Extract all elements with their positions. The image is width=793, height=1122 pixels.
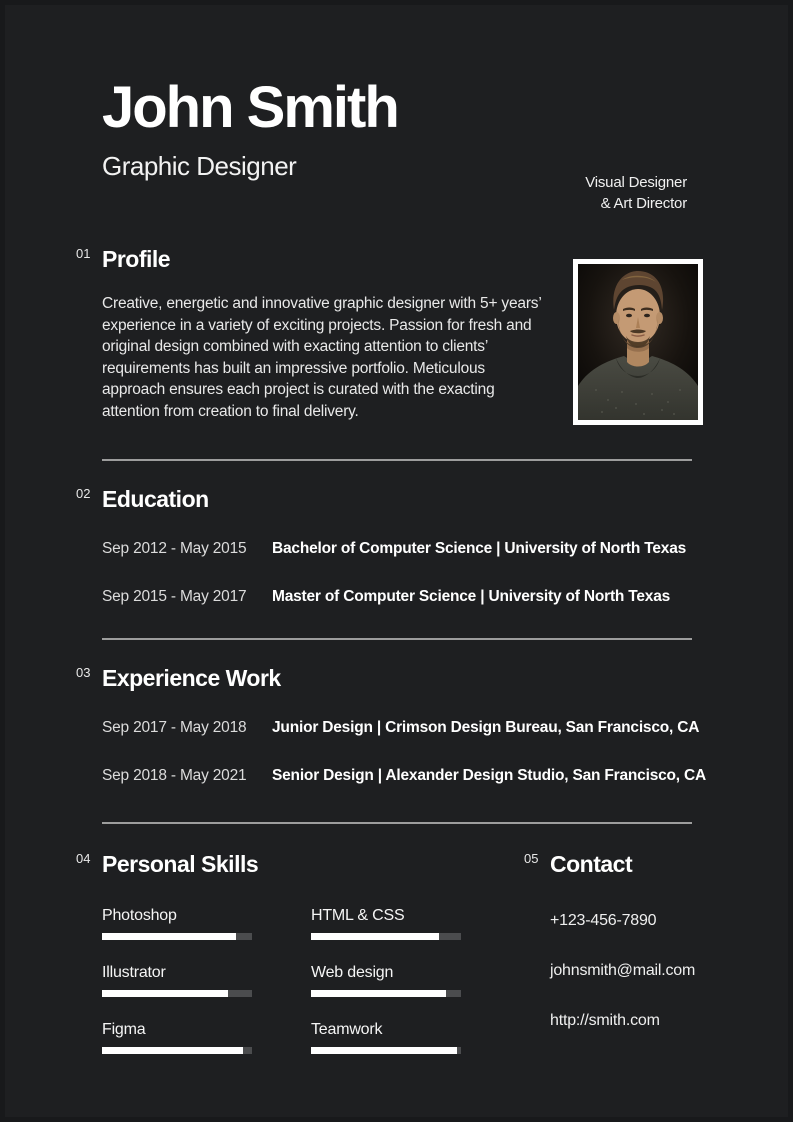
skill-item [311, 1020, 461, 1054]
contact-email: johnsmith@mail.com [550, 962, 696, 979]
skill-progress-track [102, 1047, 252, 1054]
skill-item [102, 906, 252, 940]
skills-grid [102, 906, 461, 1054]
section-number: 01 [76, 246, 91, 261]
role-note-line1: Visual Designer [585, 174, 687, 191]
divider [102, 459, 692, 461]
skill-label: HTML & CSS [311, 907, 405, 924]
section-number: 03 [76, 665, 91, 680]
experience-description: Senior Design | Alexander Design Studio, San Francisco, CA [272, 767, 707, 784]
skill-progress-track [102, 933, 252, 940]
skill-item [311, 906, 461, 940]
contact-heading [524, 850, 695, 878]
section-number: 04 [76, 851, 91, 866]
section-number: 02 [76, 486, 91, 501]
profile-text: Creative, energetic and innovative graphic designer with 5+ years’ experience in a variety of exciting projects. Passion for fresh and original design combined with exacting attention to clients’ requirements has built an impressive portfolio. Meticulous approach ensures each project is curated with the exacting attention from creation to final delivery. [102, 295, 541, 420]
education-description: Bachelor of Computer Science | University of North Texas [272, 540, 687, 557]
divider [102, 638, 692, 640]
experience-heading [76, 664, 692, 692]
experience-item [102, 766, 707, 785]
experience-item [102, 718, 700, 737]
name-heading: John Smith [102, 75, 398, 140]
section-skills [76, 850, 461, 1061]
job-title: Graphic Designer [102, 151, 297, 181]
skill-label: Illustrator [102, 964, 166, 981]
experience-description: Junior Design | Crimson Design Bureau, San Francisco, CA [272, 719, 700, 736]
skills-heading [76, 850, 461, 878]
skill-label: Figma [102, 1021, 146, 1038]
role-note [585, 172, 687, 214]
profile-photo [578, 264, 698, 420]
skill-label: Photoshop [102, 907, 177, 924]
contact-list [550, 911, 695, 1031]
section-title: Personal Skills [102, 851, 259, 877]
education-description: Master of Computer Science | University of North Texas [272, 588, 671, 605]
section-title: Experience Work [102, 665, 281, 691]
skill-progress-fill [102, 1047, 243, 1054]
skill-progress-fill [311, 1047, 457, 1054]
skill-progress-track [311, 1047, 461, 1054]
contact-phone: +123-456-7890 [550, 912, 657, 929]
skill-progress-fill [102, 933, 236, 940]
section-education [5, 485, 788, 640]
skill-progress-fill [311, 990, 446, 997]
skill-item [102, 963, 252, 997]
skill-progress-fill [311, 933, 439, 940]
skill-label: Web design [311, 964, 394, 981]
section-title: Contact [550, 851, 633, 877]
profile-photo-frame [573, 259, 703, 425]
bottom-columns [5, 850, 788, 1061]
skill-progress-track [311, 933, 461, 940]
skill-progress-fill [102, 990, 228, 997]
role-note-line2: & Art Director [600, 195, 687, 212]
divider [102, 822, 692, 824]
education-dates: Sep 2012 - May 2015 [102, 540, 247, 557]
section-title: Education [102, 486, 209, 512]
header [5, 5, 788, 181]
education-dates: Sep 2015 - May 2017 [102, 588, 247, 605]
section-experience [5, 664, 788, 824]
experience-dates: Sep 2018 - May 2021 [102, 767, 247, 784]
skill-item [311, 963, 461, 997]
section-number: 05 [524, 851, 539, 866]
contact-website: http://smith.com [550, 1012, 660, 1029]
section-title: Profile [102, 246, 171, 272]
skill-progress-track [102, 990, 252, 997]
skill-item [102, 1020, 252, 1054]
education-heading [76, 485, 692, 513]
experience-dates: Sep 2017 - May 2018 [102, 719, 247, 736]
section-contact [524, 850, 696, 1061]
skill-progress-track [311, 990, 461, 997]
education-item [102, 539, 692, 558]
education-item [102, 587, 692, 606]
skill-label: Teamwork [311, 1021, 383, 1038]
